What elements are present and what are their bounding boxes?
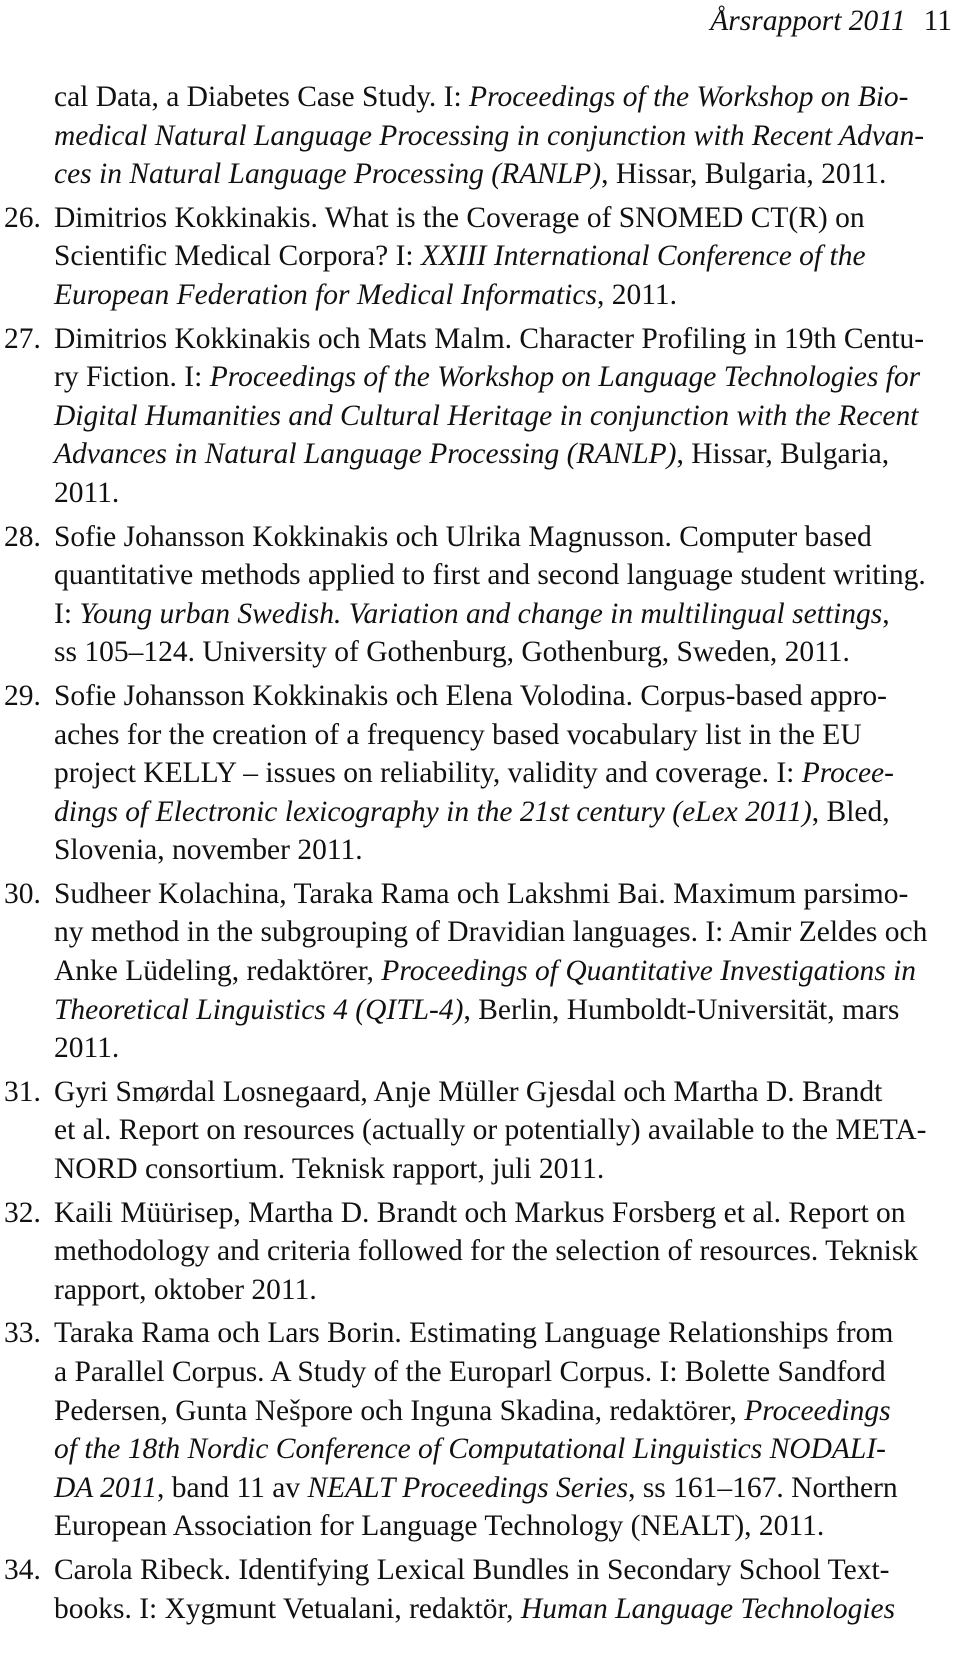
italic-text: XXIII International Conference of the [420, 240, 866, 273]
text-run: I: [54, 597, 80, 630]
italic-text: ces in Natural Language Processing (RANLP) [54, 158, 602, 191]
text-run: cal Data, a Diabetes Case Study. I: [54, 81, 470, 113]
reference-line [54, 1392, 954, 1431]
text-run: Dimitrios Kokkinakis. What is the Coverage of SNOMED CT(R) on [54, 201, 865, 234]
reference-line: 26. Dimitrios Kokkinakis. What is the Coverage of SNOMED CT(R) on [4, 201, 865, 234]
reference-entry [4, 1314, 954, 1546]
text-run: Dimitrios Kokkinakis och Mats Malm. Character Profiling in 19th Centu- [54, 322, 925, 355]
reference-entry [4, 199, 954, 315]
text-run: Sofie Johansson Kokkinakis och Ulrika Magnusson. Computer based [54, 520, 872, 553]
reference-line [54, 117, 954, 156]
reference-line [54, 1271, 954, 1310]
italic-text: DA 2011 [54, 1471, 157, 1504]
italic-text: Advances in Natural Language Processing (RANLP) [54, 438, 677, 471]
reference-line [54, 78, 954, 117]
reference-line [54, 1590, 954, 1629]
text-run: 2011. [54, 476, 120, 509]
reference-entry [4, 1073, 954, 1189]
reference-line [54, 1353, 954, 1392]
italic-text: of the 18th Nordic Conference of Computational Linguistics NODALI- [54, 1433, 886, 1466]
page-number: 11 [923, 5, 952, 37]
reference-line: 34. Carola Ribeck. Identifying Lexical Bundles in Secondary School Text- [4, 1553, 890, 1586]
text-run: , Hissar, Bulgaria, 2011. [601, 158, 887, 191]
text-run: Anke Lüdeling, redaktörer, [54, 955, 382, 988]
reference-entry [4, 1551, 954, 1628]
reference-line: 28. Sofie Johansson Kokkinakis och Ulrika Magnusson. Computer based [4, 520, 872, 553]
reference-line: 27. Dimitrios Kokkinakis och Mats Malm. Character Profiling in 19th Centu- [4, 322, 925, 355]
reference-entry [4, 875, 954, 1068]
text-run: ny method in the subgrouping of Dravidian languages. I: Amir Zeldes och [54, 916, 928, 949]
header-title: Årsrapport 2011 [710, 5, 906, 37]
reference-line [54, 155, 954, 194]
reference-line [54, 276, 954, 315]
text-run: , band 11 av [156, 1471, 308, 1504]
reference-line [54, 435, 954, 474]
reference-line [54, 237, 954, 276]
reference-line [54, 1029, 954, 1068]
text-run: project KELLY – issues on reliability, validity and coverage. I: [54, 757, 802, 790]
italic-text: Young urban Swedish. Variation and change in multilingual settings [79, 597, 883, 630]
text-run: Carola Ribeck. Identifying Lexical Bundles in Secondary School Text- [54, 1553, 890, 1586]
text-run: , Hissar, Bulgaria, [676, 438, 890, 471]
text-run: a Parallel Corpus. A Study of the Europarl Corpus. I: Bolette Sandford [54, 1356, 886, 1388]
text-run: Sofie Johansson Kokkinakis och Elena Volodina. Corpus-based appro- [54, 679, 887, 712]
reference-entry [54, 78, 954, 194]
italic-text: medical Natural Language Processing in conjunction with Recent Advan- [54, 119, 925, 152]
reference-line [54, 831, 954, 870]
reference-line [54, 1469, 954, 1508]
text-run: quantitative methods applied to first and second language student writing. [54, 559, 926, 592]
reference-line [54, 633, 954, 672]
reference-line: 31. Gyri Smørdal Losnegaard, Anje Müller Gjesdal och Martha D. Brandt [4, 1075, 883, 1108]
text-run: Taraka Rama och Lars Borin. Estimating Language Relationships from [54, 1317, 894, 1350]
italic-text: Human Language Technologies [520, 1592, 896, 1625]
text-run: NORD consortium. Teknisk rapport, juli 2011. [54, 1153, 605, 1186]
text-run: , ss 161–167. Northern [628, 1471, 898, 1504]
italic-text: Proceedings [744, 1394, 891, 1427]
text-run: Kaili Müürisep, Martha D. Brandt och Markus Forsberg et al. Report on [54, 1196, 906, 1229]
reference-line [54, 991, 954, 1030]
reference-line: 33. Taraka Rama och Lars Borin. Estimating Language Relationships from [4, 1317, 894, 1350]
reference-line [54, 793, 954, 832]
reference-line [54, 397, 954, 436]
text-run: aches for the creation of a frequency based vocabulary list in the EU [54, 718, 862, 751]
italic-text: Digital Humanities and Cultural Heritage in conjunction with the Recent [54, 399, 919, 432]
text-run: ss 105–124. University of Gothenburg, Gothenburg, Sweden, 2011. [54, 636, 850, 669]
italic-text: NEALT Proceedings Series [307, 1471, 629, 1504]
text-run: ry Fiction. I: [54, 361, 210, 394]
italic-text: Proceedings of the Workshop on Language Technologies for [209, 361, 921, 394]
text-run: rapport, oktober 2011. [54, 1273, 317, 1306]
reference-line [54, 754, 954, 793]
reference-line [54, 952, 954, 991]
reference-line [54, 358, 954, 397]
reference-line [54, 556, 954, 595]
reference-line [54, 716, 954, 755]
text-run: Scientific Medical Corpora? I: [54, 240, 421, 273]
reference-entry [4, 320, 954, 513]
reference-entry [4, 677, 954, 870]
text-run: European Association for Language Technology (NEALT), 2011. [54, 1510, 825, 1543]
reference-line [54, 1111, 954, 1150]
text-run: , Berlin, Humboldt-Universität, mars [463, 993, 900, 1026]
text-run: , Bled, [811, 795, 890, 828]
reference-line [54, 595, 954, 634]
reference-list [4, 78, 954, 1633]
text-run: Sudheer Kolachina, Taraka Rama och Lakshmi Bai. Maximum parsimo- [54, 877, 909, 910]
text-run: , 2011. [596, 278, 677, 311]
text-run: , [882, 597, 890, 630]
italic-text: dings of Electronic lexicography in the 21st century (eLex 2011) [54, 795, 812, 828]
reference-line [54, 1232, 954, 1271]
reference-entry [4, 518, 954, 672]
italic-text: Proceedings of Quantitative Investigations in [381, 955, 917, 988]
reference-line [54, 1507, 954, 1546]
reference-entry [4, 1194, 954, 1310]
text-run: 2011. [54, 1032, 120, 1065]
italic-text: Proceedings of the Workshop on Bio- [469, 81, 909, 113]
reference-line [54, 474, 954, 513]
reference-line: 29. Sofie Johansson Kokkinakis och Elena Volodina. Corpus-based appro- [4, 679, 887, 712]
reference-line: 30. Sudheer Kolachina, Taraka Rama och Lakshmi Bai. Maximum parsimo- [4, 877, 909, 910]
reference-line [54, 1150, 954, 1189]
reference-line [54, 913, 954, 952]
reference-line: 32. Kaili Müürisep, Martha D. Brandt och Markus Forsberg et al. Report on [4, 1196, 906, 1229]
running-header [710, 2, 952, 41]
italic-text: Theoretical Linguistics 4 (QITL-4) [54, 993, 464, 1026]
italic-text: Procee- [801, 757, 894, 790]
text-run: Slovenia, november 2011. [54, 834, 363, 867]
text-run: Pedersen, Gunta Nešpore och Inguna Skadina, redaktörer, [54, 1394, 745, 1427]
text-run: books. I: Xygmunt Vetualani, redaktör, [54, 1592, 521, 1625]
text-run: et al. Report on resources (actually or potentially) available to the META- [54, 1114, 927, 1147]
text-run: Gyri Smørdal Losnegaard, Anje Müller Gjesdal och Martha D. Brandt [54, 1075, 883, 1108]
reference-line [54, 1430, 954, 1469]
text-run: methodology and criteria followed for the selection of resources. Teknisk [54, 1235, 919, 1268]
italic-text: European Federation for Medical Informatics [54, 278, 597, 311]
